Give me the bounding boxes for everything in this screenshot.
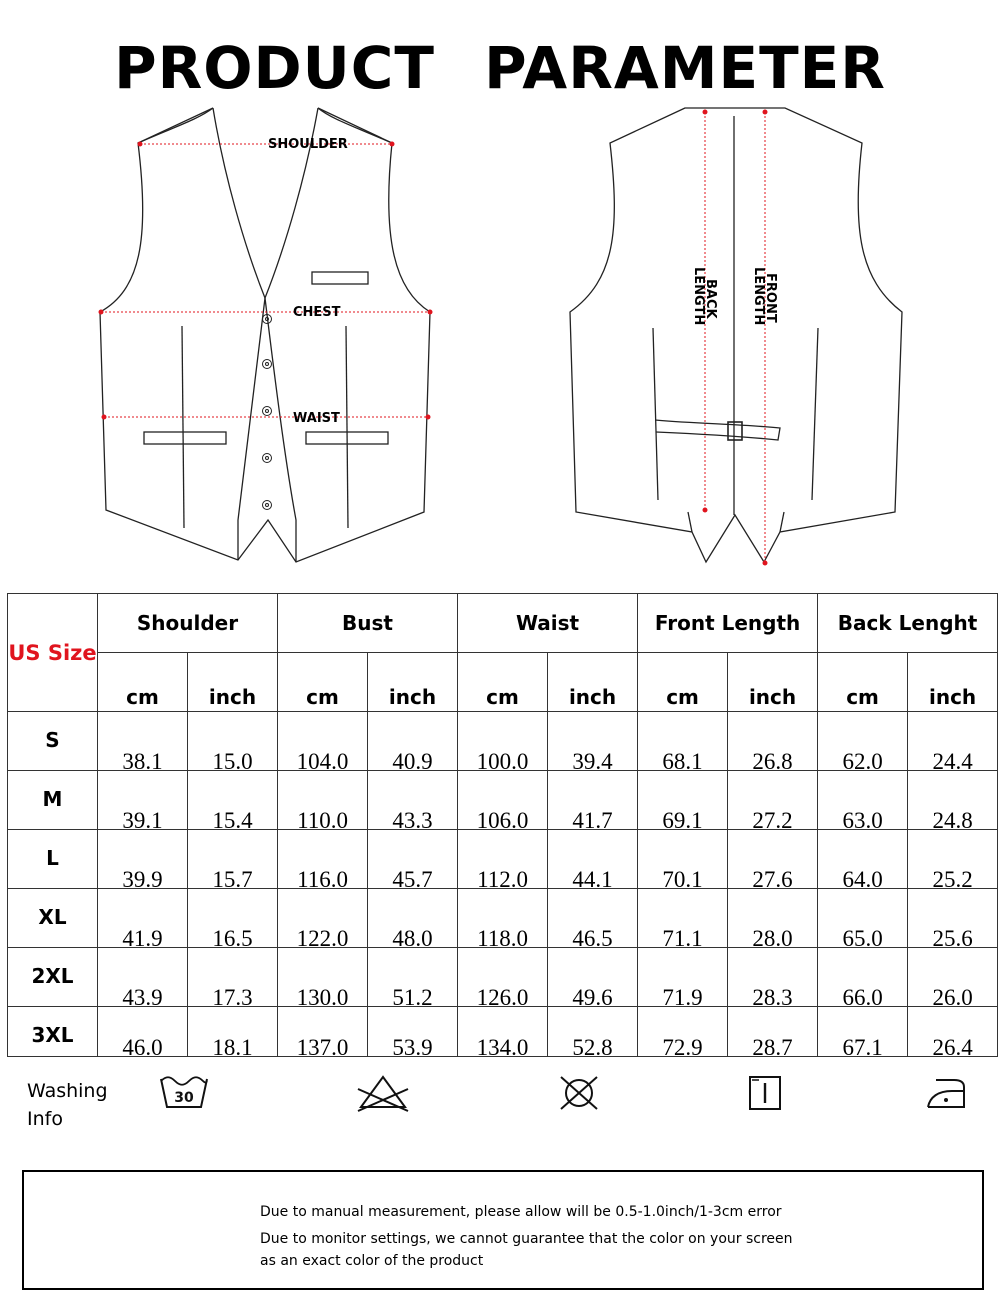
header-front-length: Front Length bbox=[638, 594, 818, 653]
page-title bbox=[0, 28, 1000, 108]
measurement-cell bbox=[458, 889, 548, 951]
measurement-value: 45.7 bbox=[392, 867, 433, 892]
measurement-cell bbox=[548, 771, 638, 833]
table-row bbox=[8, 1007, 998, 1057]
measurement-value: 134.0 bbox=[476, 1035, 529, 1060]
measurement-value: 38.1 bbox=[122, 749, 163, 774]
measurement-value: 65.0 bbox=[842, 926, 883, 951]
note-line-2: Due to monitor settings, we cannot guarantee that the color on your screen bbox=[260, 1231, 793, 1247]
back-length-label-line1: BACK bbox=[703, 279, 718, 319]
measurement-cell bbox=[188, 1007, 278, 1060]
measurement-cell bbox=[638, 1007, 728, 1060]
measurement-cell bbox=[548, 712, 638, 774]
measurement-cell bbox=[188, 712, 278, 774]
measurement-value: 70.1 bbox=[662, 867, 703, 892]
unit-header: cm bbox=[278, 653, 368, 712]
measurement-value: 71.9 bbox=[662, 985, 703, 1010]
unit-header: inch bbox=[908, 653, 998, 712]
measurement-cell bbox=[818, 948, 908, 1010]
measurement-cell bbox=[458, 1007, 548, 1060]
measurement-value: 15.0 bbox=[212, 749, 253, 774]
measurement-value: 52.8 bbox=[572, 1035, 613, 1060]
vest-diagram bbox=[0, 100, 1000, 580]
measurement-cell bbox=[98, 712, 188, 774]
title-word-product: PRODUCT bbox=[114, 34, 435, 102]
measurement-value: 62.0 bbox=[842, 749, 883, 774]
size-label: 3XL bbox=[8, 1007, 98, 1057]
unit-header: cm bbox=[98, 653, 188, 712]
measurement-value: 39.1 bbox=[122, 808, 163, 833]
unit-header: inch bbox=[188, 653, 278, 712]
measurement-value: 28.3 bbox=[752, 985, 793, 1010]
measurement-value: 104.0 bbox=[296, 749, 349, 774]
unit-header: inch bbox=[728, 653, 818, 712]
measurement-cell bbox=[188, 889, 278, 951]
measurement-cell bbox=[728, 1007, 818, 1060]
measurement-value: 28.7 bbox=[752, 1035, 793, 1060]
back-vest-drawing bbox=[570, 108, 902, 566]
measurement-value: 43.3 bbox=[392, 808, 433, 833]
measurement-value: 64.0 bbox=[842, 867, 883, 892]
measurement-cell bbox=[728, 771, 818, 833]
wash-30-icon bbox=[156, 1073, 212, 1113]
measurement-value: 51.2 bbox=[392, 985, 433, 1010]
measurement-cell bbox=[188, 830, 278, 892]
measurement-value: 28.0 bbox=[752, 926, 793, 951]
measurement-cell bbox=[278, 1007, 368, 1060]
measurement-cell bbox=[728, 889, 818, 951]
wash-temperature-text: 30 bbox=[174, 1090, 194, 1106]
do-not-bleach-icon bbox=[355, 1073, 411, 1113]
measurement-cell bbox=[908, 1007, 998, 1060]
table-row bbox=[8, 889, 998, 948]
measurement-value: 44.1 bbox=[572, 867, 613, 892]
measurement-value: 116.0 bbox=[297, 867, 348, 892]
size-label: L bbox=[8, 830, 98, 889]
iron-low-heat-icon bbox=[918, 1073, 974, 1113]
measurement-disclaimer-box bbox=[22, 1170, 984, 1290]
measurement-value: 46.0 bbox=[122, 1035, 163, 1060]
note-line-1: Due to manual measurement, please allow will be 0.5-1.0inch/1-3cm error bbox=[260, 1204, 782, 1220]
measurement-value: 41.9 bbox=[122, 926, 163, 951]
waist-label: WAIST bbox=[293, 411, 340, 426]
measurement-cell bbox=[638, 712, 728, 774]
measurement-cell bbox=[908, 948, 998, 1010]
front-vest-drawing bbox=[99, 108, 433, 562]
unit-header: inch bbox=[548, 653, 638, 712]
measurement-cell bbox=[548, 889, 638, 951]
shoulder-label: SHOULDER bbox=[268, 137, 348, 152]
size-label: 2XL bbox=[8, 948, 98, 1007]
measurement-value: 43.9 bbox=[122, 985, 163, 1010]
measurement-value: 41.7 bbox=[572, 808, 613, 833]
measurement-cell bbox=[818, 771, 908, 833]
measurement-cell bbox=[278, 889, 368, 951]
measurement-value: 71.1 bbox=[662, 926, 703, 951]
measurement-value: 66.0 bbox=[842, 985, 883, 1010]
measurement-value: 39.9 bbox=[122, 867, 163, 892]
measurement-cell bbox=[728, 830, 818, 892]
measurement-cell bbox=[458, 771, 548, 833]
measurement-value: 100.0 bbox=[476, 749, 529, 774]
measurement-value: 49.6 bbox=[572, 985, 613, 1010]
measurement-cell bbox=[98, 830, 188, 892]
washing-info-label bbox=[27, 1077, 137, 1133]
measurement-cell bbox=[368, 1007, 458, 1060]
measurement-value: 137.0 bbox=[296, 1035, 349, 1060]
measurement-value: 69.1 bbox=[662, 808, 703, 833]
header-back-length: Back Lenght bbox=[818, 594, 998, 653]
front-length-label-line2: LENGTH bbox=[751, 267, 766, 326]
unit-header: inch bbox=[368, 653, 458, 712]
measurement-cell bbox=[908, 889, 998, 951]
measurement-value: 27.2 bbox=[752, 808, 793, 833]
measurement-cell bbox=[458, 948, 548, 1010]
measurement-cell bbox=[818, 1007, 908, 1060]
note-line-3: as an exact color of the product bbox=[260, 1253, 484, 1269]
measurement-value: 112.0 bbox=[477, 867, 528, 892]
line-dry-icon bbox=[737, 1073, 793, 1113]
measurement-value: 106.0 bbox=[476, 808, 529, 833]
measurement-cell bbox=[548, 1007, 638, 1060]
size-label: M bbox=[8, 771, 98, 830]
measurement-value: 39.4 bbox=[572, 749, 613, 774]
measurement-cell bbox=[458, 830, 548, 892]
measurement-value: 40.9 bbox=[392, 749, 433, 774]
measurement-value: 25.6 bbox=[932, 926, 973, 951]
measurement-cell bbox=[638, 771, 728, 833]
measurement-cell bbox=[638, 830, 728, 892]
measurement-cell bbox=[638, 889, 728, 951]
measurement-cell bbox=[368, 948, 458, 1010]
measurement-cell bbox=[98, 948, 188, 1010]
header-bust: Bust bbox=[278, 594, 458, 653]
measurement-cell bbox=[368, 771, 458, 833]
table-row bbox=[8, 830, 998, 889]
measurement-cell bbox=[818, 889, 908, 951]
size-chart-table bbox=[7, 593, 998, 1060]
title-word-parameter: PARAMETER bbox=[484, 34, 886, 102]
measurement-value: 27.6 bbox=[752, 867, 793, 892]
chest-label: CHEST bbox=[293, 305, 341, 320]
measurement-value: 18.1 bbox=[212, 1035, 253, 1060]
measurement-value: 126.0 bbox=[476, 985, 529, 1010]
measurement-cell bbox=[278, 948, 368, 1010]
measurement-value: 48.0 bbox=[392, 926, 433, 951]
measurement-value: 15.7 bbox=[212, 867, 253, 892]
measurement-value: 17.3 bbox=[212, 985, 253, 1010]
measurement-cell bbox=[908, 771, 998, 833]
unit-header: cm bbox=[458, 653, 548, 712]
measurement-cell bbox=[98, 889, 188, 951]
front-length-label-line1: FRONT bbox=[763, 273, 778, 323]
measurement-cell bbox=[368, 712, 458, 774]
measurement-value: 110.0 bbox=[297, 808, 348, 833]
measurement-cell bbox=[278, 771, 368, 833]
size-label: XL bbox=[8, 889, 98, 948]
measurement-value: 26.4 bbox=[932, 1035, 973, 1060]
measurement-cell bbox=[368, 889, 458, 951]
header-shoulder: Shoulder bbox=[98, 594, 278, 653]
measurement-cell bbox=[278, 712, 368, 774]
size-label: S bbox=[8, 712, 98, 771]
table-row bbox=[8, 948, 998, 1007]
measurement-value: 118.0 bbox=[477, 926, 528, 951]
measurement-value: 24.4 bbox=[932, 749, 973, 774]
measurement-cell bbox=[98, 771, 188, 833]
us-size-header: US Size bbox=[8, 594, 98, 712]
measurement-cell bbox=[818, 712, 908, 774]
measurement-cell bbox=[368, 830, 458, 892]
header-waist: Waist bbox=[458, 594, 638, 653]
measurement-cell bbox=[188, 948, 278, 1010]
measurement-value: 72.9 bbox=[662, 1035, 703, 1060]
measurement-cell bbox=[728, 948, 818, 1010]
measurement-cell bbox=[908, 830, 998, 892]
measurement-cell bbox=[728, 712, 818, 774]
measurement-cell bbox=[278, 830, 368, 892]
measurement-value: 46.5 bbox=[572, 926, 613, 951]
measurement-value: 15.4 bbox=[212, 808, 253, 833]
measurement-cell bbox=[908, 712, 998, 774]
measurement-value: 26.0 bbox=[932, 985, 973, 1010]
washing-label-line2: Info bbox=[27, 1108, 63, 1130]
measurement-cell bbox=[458, 712, 548, 774]
measurement-value: 53.9 bbox=[392, 1035, 433, 1060]
measurement-value: 67.1 bbox=[842, 1035, 883, 1060]
measurement-value: 122.0 bbox=[296, 926, 349, 951]
measurement-cell bbox=[188, 771, 278, 833]
back-length-label-line2: LENGTH bbox=[691, 267, 706, 326]
measurement-value: 63.0 bbox=[842, 808, 883, 833]
measurement-cell bbox=[818, 830, 908, 892]
unit-header: cm bbox=[638, 653, 728, 712]
measurement-cell bbox=[98, 1007, 188, 1060]
measurement-value: 24.8 bbox=[932, 808, 973, 833]
table-row bbox=[8, 712, 998, 771]
measurement-cell bbox=[638, 948, 728, 1010]
measurement-value: 16.5 bbox=[212, 926, 253, 951]
table-row bbox=[8, 771, 998, 830]
measurement-value: 25.2 bbox=[932, 867, 973, 892]
measurement-cell bbox=[548, 948, 638, 1010]
measurement-value: 26.8 bbox=[752, 749, 793, 774]
washing-label-line1: Washing bbox=[27, 1080, 108, 1102]
measurement-value: 130.0 bbox=[296, 985, 349, 1010]
measurement-value: 68.1 bbox=[662, 749, 703, 774]
unit-header: cm bbox=[818, 653, 908, 712]
measurement-cell bbox=[548, 830, 638, 892]
do-not-tumble-dry-icon bbox=[551, 1073, 607, 1113]
